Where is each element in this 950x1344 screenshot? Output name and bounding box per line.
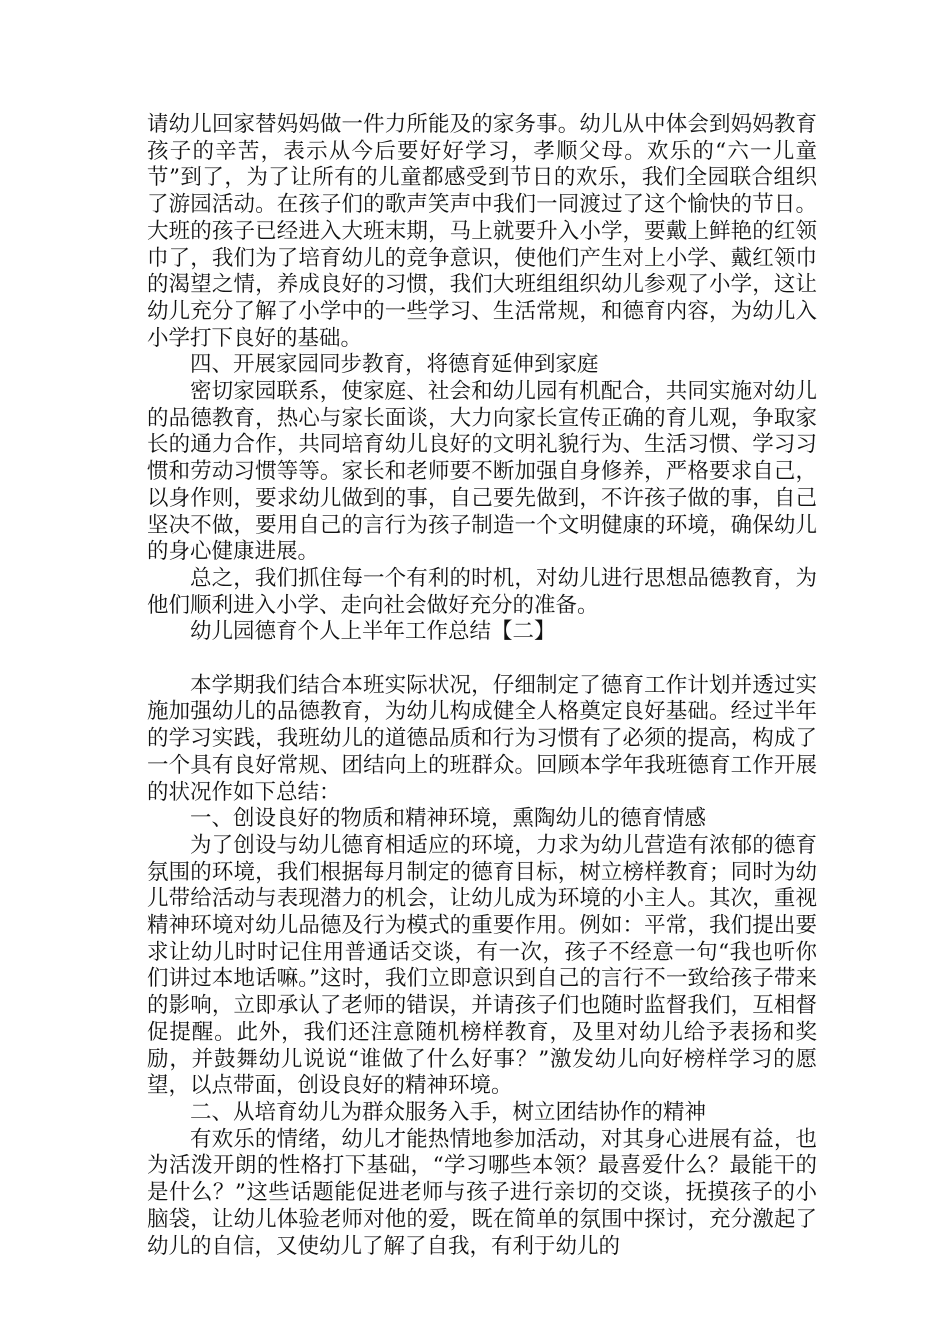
blank-line [147, 646, 817, 673]
paragraph-environment: 为了创设与幼儿德育相适应的环境，力求为幼儿营造有浓郁的德育氛围的环境，我们根据每月制定的德育目标，树立榜样教育；同时为幼儿带给活动与表现潜力的机会，让幼儿成为环境的小主人。其次，重视精神环境对幼儿品德及行为模式的重要作用。例如：平常，我们提出要求让幼儿时时记住用普通话交谈，有一次，孩子不经意一句“我也听你们讲过本地话嘛。”这时，我们立即意识到自己的言行不一致给孩子带来的影响，立即承认了老师的错误，并请孩子们也随时监督我们，互相督促提醒。此外，我们还注意随机榜样教育，及里对幼儿给予表扬和奖励，并鼓舞幼儿说说“谁做了什么好事？”激发幼儿向好榜样学习的愿望，以点带面，创设良好的精神环境。 [147, 832, 817, 1099]
document-page [147, 112, 817, 1260]
section-heading-4: 四、开展家园同步教育，将德育延伸到家庭 [190, 352, 599, 378]
paragraph-teamwork: 有欢乐的情绪，幼儿才能热情地参加活动，对其身心进展有益，也为活泼开朗的性格打下基础，“学习哪些本领？最喜爱什么？最能干的是什么？”这些话题能促进老师与孩子进行亲切的交谈，抚摸孩子的小脑袋，让幼儿体验老师对他的爱，既在简单的氛围中探讨，充分激起了幼儿的自信，又使幼儿了解了自我，有利于幼儿的 [147, 1126, 817, 1259]
document-subtitle: 幼儿园德育个人上半年工作总结【二】 [190, 619, 556, 645]
paragraph-intro: 本学期我们结合本班实际状况，仔细制定了德育工作计划并透过实施加强幼儿的品德教育，为幼儿构成健全人格奠定良好基础。经过半年的学习实践，我班幼儿的道德品质和行为习惯有了必须的提高，构成了一个具有良好常规、团结向上的班群众。回顾本学年我班德育工作开展的状况作如下总结： [147, 672, 817, 805]
paragraph-summary: 总之，我们抓住每一个有利的时机，对幼儿进行思想品德教育，为他们顺利进入小学、走向社会做好充分的准备。 [147, 565, 817, 618]
section-heading-2: 二、从培育幼儿为群众服务入手，树立团结协作的精神 [190, 1100, 707, 1125]
paragraph-home-school: 密切家园联系，使家庭、社会和幼儿园有机配合，共同实施对幼儿的品德教育，热心与家长面谈，大力向家长宣传正确的育儿观，争取家长的通力合作，共同培育幼儿良好的文明礼貌行为、生活习惯、学习习惯和劳动习惯等等。家长和老师要不断加强自身修养，严格要求自己，以身作则，要求幼儿做到的事，自己要先做到，不许孩子做的事，自己坚决不做，要用自己的言行为孩子制造一个文明健康的环境，确保幼儿的身心健康进展。 [147, 379, 817, 565]
paragraph-continuation: 请幼儿回家替妈妈做一件力所能及的家务事。幼儿从中体会到妈妈教育孩子的辛苦，表示从今后要好好学习，孝顺父母。欢乐的“六一儿童节”到了，为了让所有的儿童都感受到节日的欢乐，我们全园联合组织了游园活动。在孩子们的歌声笑声中我们一同渡过了这个愉快的节日。大班的孩子已经进入大班末期，马上就要升入小学，要戴上鲜艳的红领巾了，我们为了培育幼儿的竞争意识，使他们产生对上小学、戴红领巾的渴望之情，养成良好的习惯，我们大班组组织幼儿参观了小学，这让幼儿充分了解了小学中的一些学习、生活常规，和德育内容，为幼儿入小学打下良好的基础。 [147, 112, 817, 351]
section-heading-1: 一、创设良好的物质和精神环境，熏陶幼儿的德育情感 [190, 806, 707, 832]
